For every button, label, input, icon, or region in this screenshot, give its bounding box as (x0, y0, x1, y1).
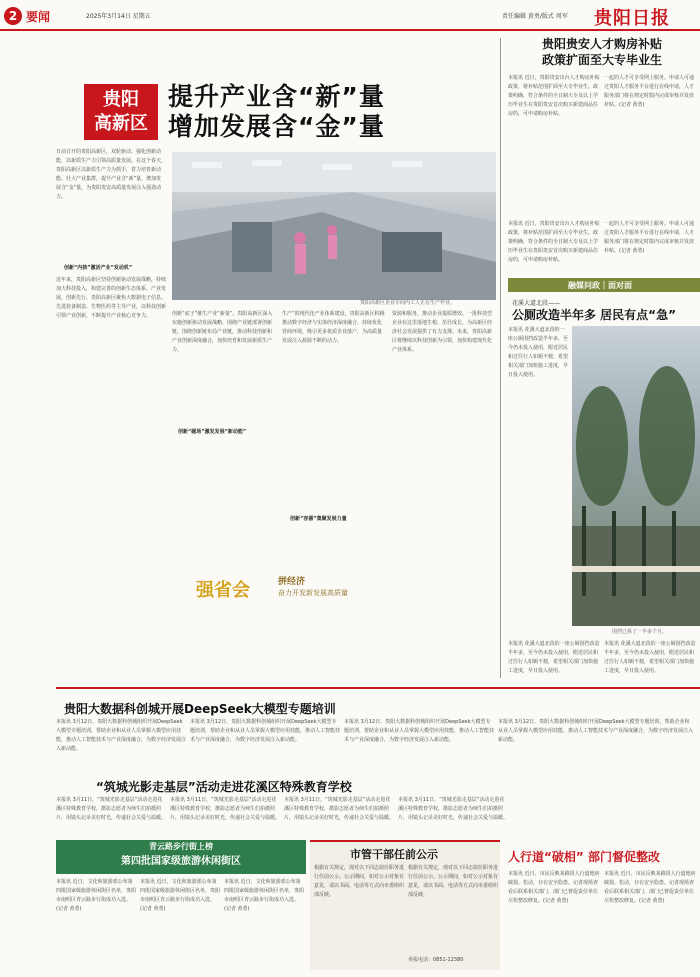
lead-col1-text: 日前召开的贵阳高新区，双轮驱动、强化创新动能，以新质生产力引领高质量发展。在这个春天，贵阳高新区以新质生产力为抓手，着力培育新动能、壮大产业集群，提升产业含“新”量，增加发展含“金”量，为贵阳贵安高质量发展注入强劲动力。 (56, 149, 166, 200)
page-number: 2 (4, 7, 22, 25)
newspaper-logo: 贵阳日报 (594, 8, 670, 29)
lead-headline-line: 增加发展含“金”量 (168, 112, 385, 141)
lead-label (84, 84, 158, 140)
story3-text-col4: 本报讯 3月11日，“筑城光影走基层”活动走进花溪区特殊教育学校，摄影志愿者为师生们拍摄照片，用镜头记录美好时光，传递社会关爱与温暖。 (398, 797, 508, 821)
ribbon-sub2: 奋力开发新发展高质量 (278, 589, 348, 597)
page-header (0, 0, 700, 30)
lead-subhead-3: 创新“容器”集聚发展力量 (290, 516, 347, 522)
lead-headline (168, 82, 385, 142)
story4-text-col2: 本报讯 近日，文化和旅游部公布第四批国家级旅游休闲街区名单，贵阳市南明区青云路步行街成功入选。(记者 黄勇) (140, 879, 220, 912)
story3-text-col2: 本报讯 3月11日，“筑城光影走基层”活动走进花溪区特殊教育学校，摄影志愿者为师生们拍摄照片，用镜头记录美好时光，传递社会关爱与温暖。 (170, 797, 280, 821)
feature-kicker: 花溪大道北段—— (512, 300, 561, 307)
header-rule (0, 29, 700, 31)
factory-photo-art (172, 152, 496, 300)
notice-text-col2: 根据有关规定，现对以下同志拟任职务进行任前公示。公示期间，如对公示对象有意见，请以书面、电话等方式向市委组织部反映。 (408, 865, 498, 898)
lead-subhead-1: 创新“内核”激活产业“发动机” (64, 265, 133, 271)
story2-text-col3: 本报讯 3月12日，贵阳大数据科创城组织开展DeepSeek大模型专题培训，帮助企业和从业人员掌握大模型应用技能，推动人工智能技术与产业深度融合，为数字经济发展注入新动能。 (344, 719, 494, 743)
story2-text-col2: 本报讯 3月12日，贵阳大数据科创城组织开展DeepSeek大模型专题培训，帮助企业和从业人员掌握大模型应用技能，推动人工智能技术与产业深度融合，为数字经济发展注入新动能。 (190, 719, 340, 743)
lead-label-line: 贵阳 (103, 89, 139, 110)
lead-col3-text: 生产“的现代化产业体系建设，贵阳高新区积极推动数字经济与实体经济深度融合，持续优化营商环境，吸引更多优质企业落户，为高质量发展注入源源不断的动力。 (282, 311, 385, 344)
feature-text-col1: 本报讯 花溪大道北段的一座公厕围挡改造半年多，至今仍未投入使用，附近居民和过往行人如厕不便，希望相关部门加快施工进度，早日投入使用。 (508, 327, 568, 378)
issue-date: 2025年3月14日 星期五 (86, 13, 151, 20)
notice-box (310, 840, 500, 970)
story4-text-col3: 本报讯 近日，文化和旅游部公布第四批国家级旅游休闲街区名单，贵阳市南明区青云路步行街成功入选。(记者 黄勇) (224, 879, 304, 912)
column-divider (500, 38, 501, 678)
feature-headline: 公厕改造半年多 居民有点“急” (512, 308, 676, 322)
bottom-rule (56, 687, 700, 689)
right-top-text2-cont: 一起的人才可享受网上服务。申请人可通过贵阳人才服务平台进行在线申请，人才服务部门将在规定时限内完成审核并发放补贴。(记者 黄勇) (604, 221, 695, 254)
story5-text-col1: 本报讯 近日，市民反映某路段人行道地砖破损、松动，存在安全隐患。记者现场查看后联系相关部门，部门已督促责任单位尽快整改修复。(记者 黄勇) (508, 871, 600, 904)
story3-text-col1: 本报讯 3月11日，“筑城光影走基层”活动走进花溪区特殊教育学校，摄影志愿者为师生们拍摄照片，用镜头记录美好时光，传递社会关爱与温暖。 (56, 797, 166, 821)
feature-text-col3: 本报讯 花溪大道北段的一座公厕围挡改造半年多，至今仍未投入使用，附近居民和过往行人如厕不便，希望相关部门加快施工进度，早日投入使用。 (604, 641, 696, 674)
street-photo-caption: 围挡已拆了一半多个月。 (612, 629, 668, 635)
story4-kicker: 青云路步行街上榜 (149, 842, 213, 851)
right-headline-line: 政策扩面至大专毕业生 (541, 53, 662, 67)
notice-text-col1: 根据有关规定，现对以下同志拟任职务进行任前公示。公示期间，如对公示对象有意见，请以书面、电话等方式向市委组织部反映。 (314, 865, 404, 898)
story3-headline: “筑城光影走基层”活动走进花溪区特殊教育学校 (96, 780, 352, 794)
lead-headline-line: 提升产业含“新”量 (168, 82, 385, 111)
right-top-text-cont: 本报讯 近日，贵阳贵安出台人才购房补贴政策，将补贴范围扩面至大专毕业生。政策明确，符合条件的全日制大专及以上学历毕业生在贵阳贵安首次购买新建商品住房的，可申请购房补贴。 (508, 221, 600, 263)
story5-headline: 人行道“破相” 部门督促整改 (508, 850, 660, 864)
editors: 责任编辑 黄勇/版式 周军 (502, 13, 568, 20)
right-top-text2: 一起的人才可享受网上服务。申请人可通过贵阳人才服务平台进行在线申请，人才服务部门将在规定时限内完成审核并发放补贴。(记者 黄勇) (604, 75, 695, 108)
story4-headline: 第四批国家级旅游休闲街区 (121, 856, 241, 867)
story4-text-col1: 本报讯 近日，文化和旅游部公布第四批国家级旅游休闲街区名单，贵阳市南明区青云路步行街成功入选。(记者 黄勇) (56, 879, 136, 912)
feature-label: 融媒问政｜面对面 (568, 281, 632, 290)
right-top-text: 本报讯 近日，贵阳贵安出台人才购房补贴政策，将补贴范围扩面至大专毕业生。政策明确，符合条件的全日制大专及以上学历毕业生在贵阳贵安首次购买新建商品住房的，可申请购房补贴。 (508, 75, 600, 117)
right-headline (512, 36, 692, 68)
factory-photo (172, 152, 496, 300)
lead-subhead-2: 创新“磁场”激发发展“新动能” (178, 429, 247, 435)
feature-text-col2: 本报讯 花溪大道北段的一座公厕围挡改造半年多，至今仍未投入使用，附近居民和过往行人如厕不便，希望相关部门加快施工进度，早日投入使用。 (508, 641, 600, 674)
notice-headline: 市管干部任前公示 (350, 848, 438, 861)
ribbon-main: 强省会 (196, 580, 250, 601)
photo-caption: 贵阳高新区企业车间内工人正在生产作业。 (360, 300, 456, 306)
story3-text-col3: 本报讯 3月11日，“筑城光影走基层”活动走进花溪区特殊教育学校，摄影志愿者为师生们拍摄照片，用镜头记录美好时光，传递社会关爱与温暖。 (284, 797, 394, 821)
story5-text-col2: 本报讯 近日，市民反映某路段人行道地砖破损、松动，存在安全隐患。记者现场查看后联系相关部门，部门已督促责任单位尽快整改修复。(记者 黄勇) (604, 871, 696, 904)
right-headline-line: 贵阳贵安人才购房补贴 (541, 37, 662, 51)
lead-label-line: 高新区 (94, 113, 148, 134)
ribbon-sub1: 拼经济 (278, 577, 306, 587)
lead-col1-text2: 近年来，贵阳高新区坚持创新驱动发展战略，持续加大科技投入，构建完善的创新生态体系。产业发展，创新先行。贵阳高新区聚焦大数据电子信息、先进装备制造、生物医药等主导产业，以科技创新引领产业创新，不断提升产业核心竞争力。 (56, 277, 166, 319)
feature-label-bar (508, 278, 700, 292)
story4-banner (56, 840, 306, 874)
lead-col4-text: 资源和服务，推动企业提质增效。一批科技型企业在这里落地生根、茁壮成长，为高新区经济社会发展提供了有力支撑。未来，贵阳高新区将继续以科技创新为引领，加快构建现代化产业体系。 (392, 311, 493, 353)
slogan-ribbon (196, 572, 496, 604)
story2-headline: 贵阳大数据科创城开展DeepSeek大模型专题培训 (64, 702, 336, 716)
lead-col2-text: 创新“底子”催生产业“新量”。贵阳高新区深入实施创新驱动发展战略，围绕产业链部署创新链，围绕创新链布局产业链，推动科技创新和产业创新深度融合，加快培育和发展新质生产力。 (172, 311, 273, 353)
story2-text-col1: 本报讯 3月12日，贵阳大数据科创城组织开展DeepSeek大模型专题培训，帮助企业和从业人员掌握大模型应用技能，推动人工智能技术与产业深度融合，为数字经济发展注入新动能。 (56, 719, 186, 752)
street-photo-art (572, 326, 700, 626)
notice-phone: 举报电话：0851-12380 (408, 957, 464, 963)
story2-text-col4: 本报讯 3月12日，贵阳大数据科创城组织开展DeepSeek大模型专题培训，帮助企业和从业人员掌握大模型应用技能，推动人工智能技术与产业深度融合，为数字经济发展注入新动能。 (498, 719, 694, 743)
section-name: 要闻 (26, 10, 51, 24)
street-photo (572, 326, 700, 626)
